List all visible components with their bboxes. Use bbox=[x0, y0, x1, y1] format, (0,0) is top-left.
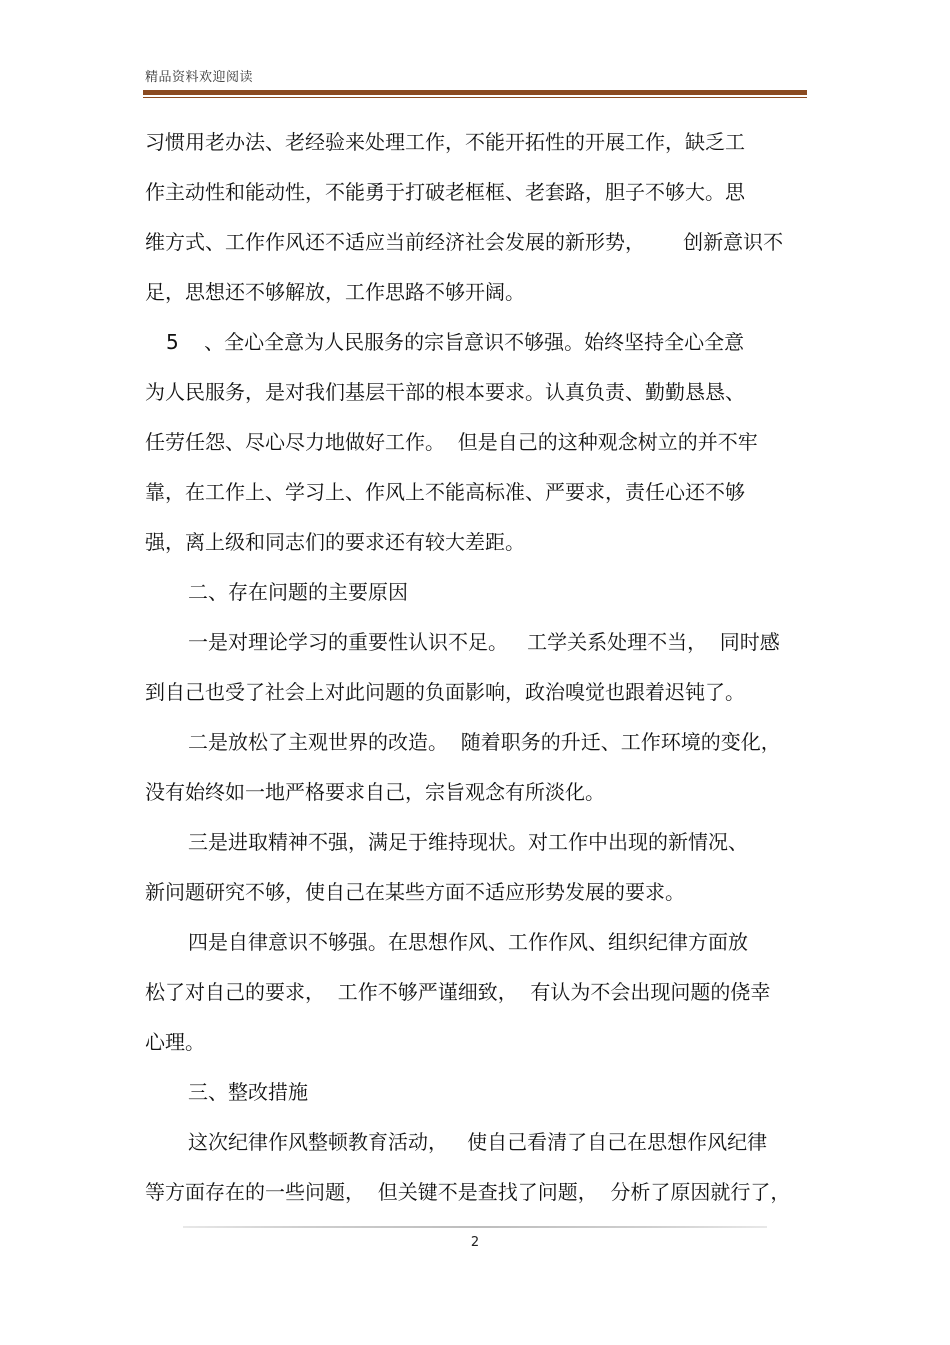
body-line: 四是自律意识不够强。在思想作风、工作作风、组织纪律方面放 bbox=[188, 930, 748, 954]
body-line: 这次纪律作风整顿教育活动， 使自己看清了自己在思想作风纪律 bbox=[188, 1130, 768, 1154]
body-line: 强，离上级和同志们的要求还有较大差距。 bbox=[145, 530, 525, 554]
body-line: 二是放松了主观世界的改造。 随着职务的升迁、工作环境的变化， bbox=[188, 730, 781, 754]
body-line: 三是进取精神不强，满足于维持现状。对工作中出现的新情况、 bbox=[188, 830, 748, 854]
section-heading: 三、整改措施 bbox=[188, 1080, 308, 1104]
body-line: 没有始终如一地严格要求自己，宗旨观念有所淡化。 bbox=[145, 780, 605, 804]
body-line: 到自己也受了社会上对此问题的负面影响，政治嗅觉也跟着迟钝了。 bbox=[145, 680, 745, 704]
footer-rule bbox=[183, 1226, 767, 1228]
header-rule-thin bbox=[143, 97, 807, 98]
body-line: 心理。 bbox=[145, 1030, 205, 1054]
body-line: 一是对理论学习的重要性认识不足。 工学关系处理不当， 同时感 bbox=[188, 630, 780, 654]
section-heading: 二、存在问题的主要原因 bbox=[188, 580, 408, 604]
body-line: 足，思想还不够解放，工作思路不够开阔。 bbox=[145, 280, 525, 304]
body-line: 5 、全心全意为人民服务的宗旨意识不够强。始终坚持全心全意 bbox=[166, 330, 745, 354]
body-line: 维方式、工作作风还不适应当前经济社会发展的新形势， 创新意识不 bbox=[145, 230, 784, 254]
body-line: 等方面存在的一些问题， 但关键不是查找了问题， 分析了原因就行了， bbox=[145, 1180, 791, 1204]
body-line: 新问题研究不够，使自己在某些方面不适应形势发展的要求。 bbox=[145, 880, 685, 904]
running-header: 精品资料欢迎阅读 bbox=[145, 70, 254, 85]
body-line: 习惯用老办法、老经验来处理工作，不能开拓性的开展工作，缺乏工 bbox=[145, 130, 745, 154]
body-line: 作主动性和能动性，不能勇于打破老框框、老套路，胆子不够大。思 bbox=[145, 180, 745, 204]
body-line: 靠，在工作上、学习上、作风上不能高标准、严要求，责任心还不够 bbox=[145, 480, 745, 504]
body-line: 松了对自己的要求， 工作不够严谨细致， 有认为不会出现问题的侥幸 bbox=[145, 980, 771, 1004]
body-line: 为人民服务，是对我们基层干部的根本要求。认真负责、勤勤恳恳、 bbox=[145, 380, 745, 404]
page-number: 2 bbox=[470, 1235, 480, 1250]
header-rule-thick bbox=[143, 90, 807, 95]
body-line: 任劳任怨、尽心尽力地做好工作。 但是自己的这种观念树立的并不牢 bbox=[145, 430, 758, 454]
